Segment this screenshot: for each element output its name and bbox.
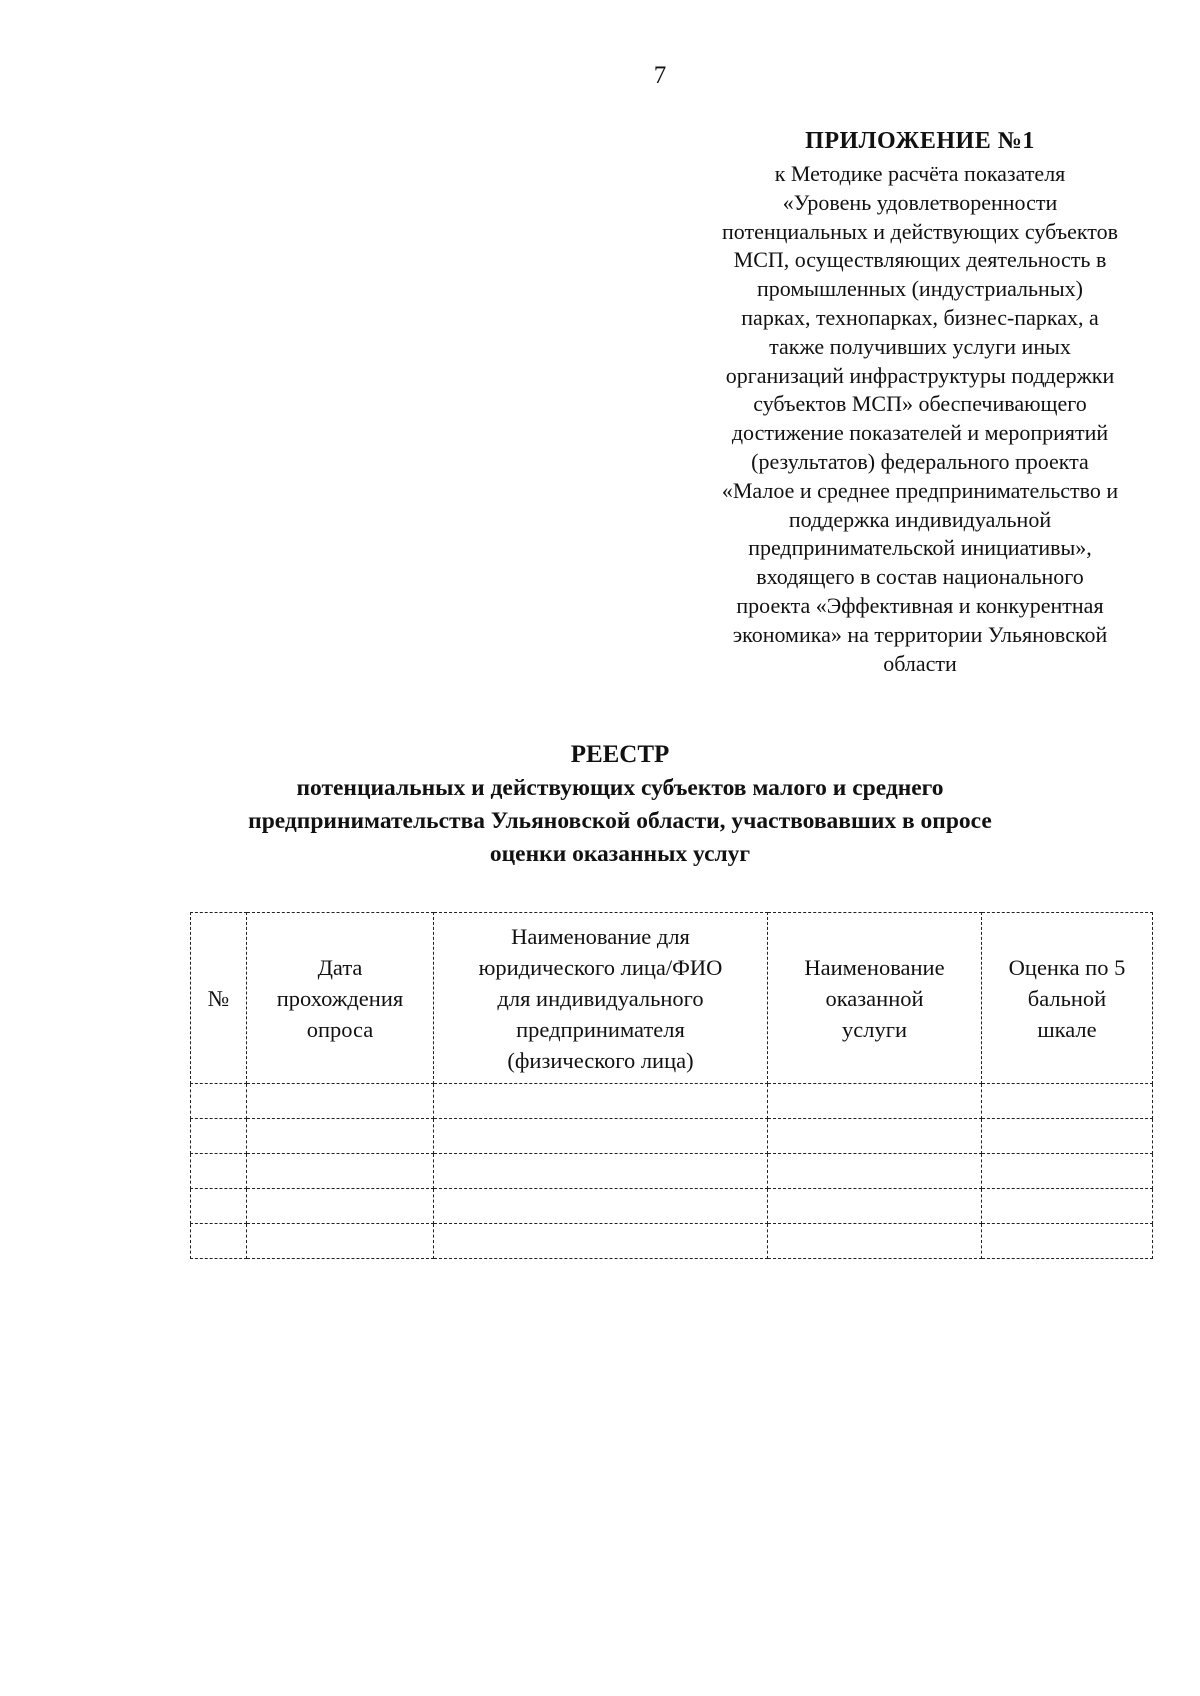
table-cell: [982, 1224, 1153, 1259]
registry-subtitle: [160, 772, 1080, 871]
table-cell: [982, 1119, 1153, 1154]
registry-subtitle-line: потенциальных и действующих субъектов малого и среднего: [296, 775, 944, 801]
table-cell: [434, 1084, 768, 1119]
table-cell: [768, 1084, 982, 1119]
table-cell: [768, 1119, 982, 1154]
header-number: №: [191, 913, 247, 1084]
table-cell: [247, 1084, 434, 1119]
registry-subtitle-line: оценки оказанных услуг: [489, 841, 751, 867]
appendix-text: [660, 160, 1180, 678]
table-cell: [434, 1189, 768, 1224]
appendix-line: потенциальных и действующих субъектов: [722, 218, 1118, 244]
appendix-line: области: [883, 650, 957, 676]
registry-table-wrap: [190, 912, 1153, 1259]
appendix-line: МСП, осуществляющих деятельность в: [733, 247, 1107, 273]
table-cell: [191, 1154, 247, 1189]
appendix-line: «Малое и среднее предпринимательство и: [721, 477, 1119, 503]
header-service-name: Наименование оказанной услуги: [768, 913, 982, 1084]
appendix-line: входящего в состав национального: [756, 564, 1084, 590]
table-cell: [247, 1224, 434, 1259]
table-cell: [768, 1154, 982, 1189]
table-cell: [191, 1224, 247, 1259]
table-cell: [191, 1084, 247, 1119]
registry-table: [190, 912, 1153, 1259]
table-row: [191, 1084, 1153, 1119]
appendix-line: к Методике расчёта показателя: [774, 161, 1066, 186]
appendix-line: парках, технопарках, бизнес-парках, а: [741, 304, 1099, 330]
header-entity-name: Наименование для юридического лица/ФИО для индивидуального предпринимателя (физического лица): [434, 913, 768, 1084]
appendix-line: (результатов) федерального проекта: [751, 448, 1089, 474]
table-row: [191, 1119, 1153, 1154]
header-score: Оценка по 5 бальной шкале: [982, 913, 1153, 1084]
appendix-line: субъектов МСП» обеспечивающего: [753, 391, 1087, 417]
appendix-line: экономика» на территории Ульяновской: [732, 621, 1108, 647]
appendix-line: поддержка индивидуальной: [788, 506, 1052, 532]
table-row: [191, 1189, 1153, 1224]
appendix-line: проекта «Эффективная и конкурентная: [736, 592, 1104, 618]
appendix-line: предпринимательской инициативы»,: [748, 535, 1092, 561]
appendix-line: промышленных (индустриальных): [757, 276, 1083, 302]
appendix-line: «Уровень удовлетворенности: [782, 189, 1058, 215]
appendix-title: ПРИЛОЖЕНИЕ №1: [805, 128, 1035, 154]
table-row: [191, 1224, 1153, 1259]
table-cell: [434, 1119, 768, 1154]
table-cell: [768, 1224, 982, 1259]
table-header-row: [191, 913, 1153, 1084]
table-cell: [191, 1189, 247, 1224]
registry-heading: [160, 738, 1080, 871]
table-cell: [247, 1154, 434, 1189]
table-cell: [247, 1119, 434, 1154]
appendix-block: [660, 128, 1180, 678]
table-cell: [982, 1154, 1153, 1189]
table-cell: [982, 1084, 1153, 1119]
appendix-line: также получивших услуги иных: [769, 333, 1071, 359]
table-cell: [982, 1189, 1153, 1224]
header-survey-date: Дата прохождения опроса: [247, 913, 434, 1084]
table-cell: [191, 1119, 247, 1154]
appendix-line: организаций инфраструктуры поддержки: [725, 362, 1115, 388]
table-cell: [434, 1154, 768, 1189]
table-row: [191, 1154, 1153, 1189]
table-cell: [768, 1189, 982, 1224]
table-cell: [247, 1189, 434, 1224]
registry-subtitle-line: предпринимательства Ульяновской области, участвовавших в опросе: [248, 808, 992, 834]
appendix-line: достижение показателей и мероприятий: [731, 420, 1109, 446]
table-cell: [434, 1224, 768, 1259]
page-number: 7: [653, 62, 667, 89]
registry-title: РЕЕСТР: [570, 741, 670, 768]
